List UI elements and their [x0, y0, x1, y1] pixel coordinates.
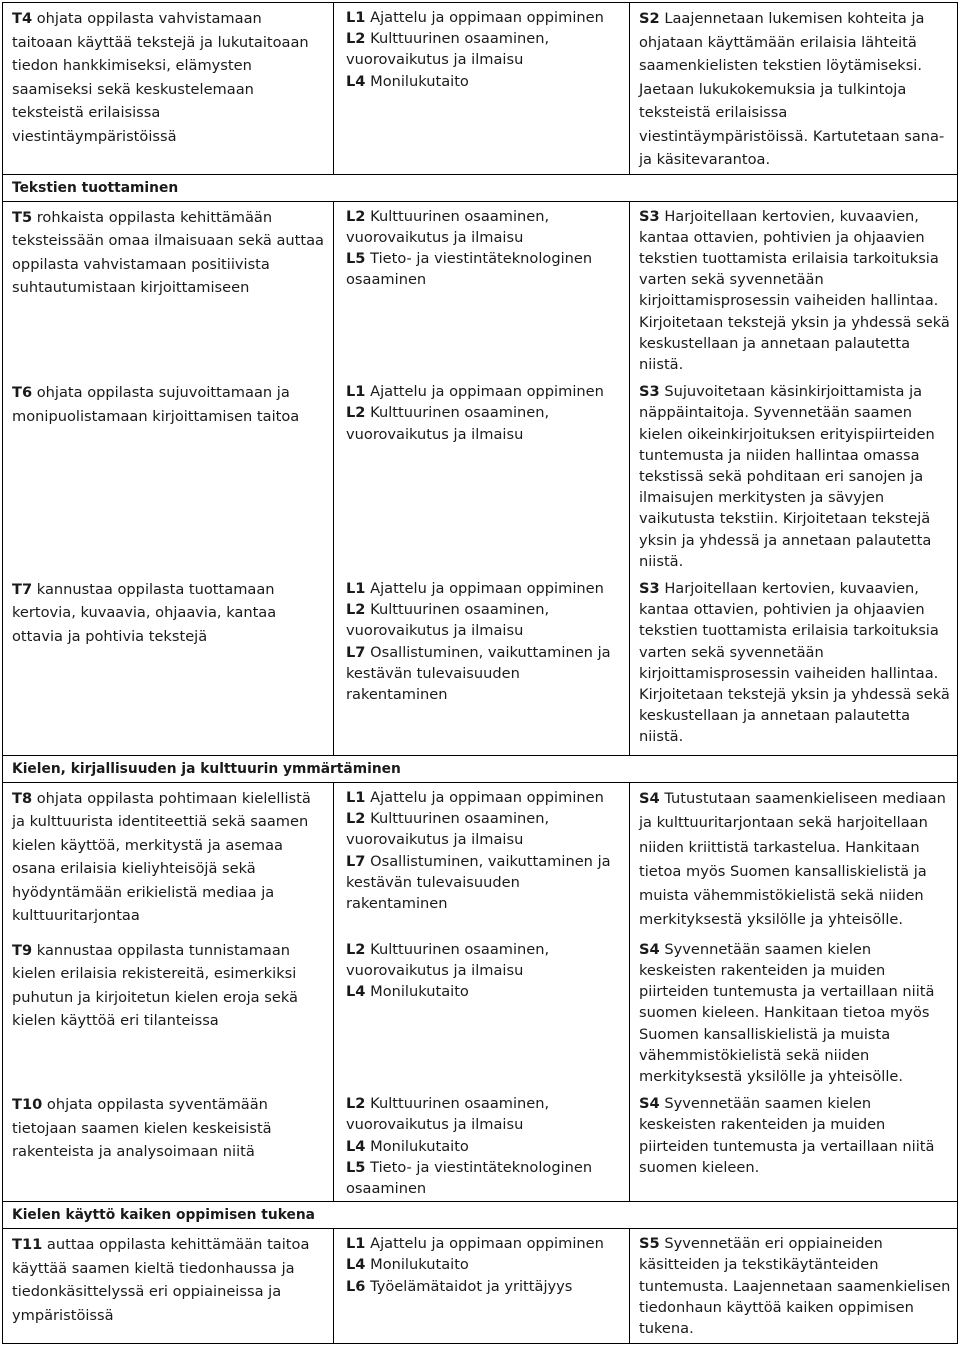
- goal-text: ohjata oppilasta syventämään tietojaan saamen kielen keskeisistä rakenteista ja analysoimaan niitä: [12, 1096, 272, 1161]
- area-item: L1 Ajattelu ja oppimaan oppiminen: [346, 383, 604, 401]
- goal-text: kannustaa oppilasta tuottamaan kertovia, kuvaavia, ohjaavia, kantaa ottavia ja pohtivia tekstejä: [12, 580, 277, 645]
- content-code: S4: [639, 940, 660, 958]
- table-row: [3, 201, 958, 377]
- area-item: L4 Monilukutaito: [346, 1137, 469, 1155]
- area-item: L2 Kulttuurinen osaaminen, vuorovaikutus ja ilmaisu: [346, 30, 550, 69]
- content-text: Syvennetään saamen kielen keskeisten rakenteiden ja muiden piirteiden tuntemusta ja vertaillaan niitä suomen kieleen.: [639, 1095, 935, 1176]
- area-item: L2 Kulttuurinen osaaminen, vuorovaikutus ja ilmaisu: [346, 940, 550, 979]
- goal-code: T9: [12, 941, 33, 959]
- table-row: [3, 1089, 958, 1202]
- goal-code: T10: [12, 1096, 43, 1114]
- curriculum-table: [2, 2, 958, 1344]
- content-code: S3: [639, 207, 660, 225]
- goal-text: rohkaista oppilasta kehittämään teksteissään omaa ilmaisuaan sekä auttaa oppilasta vahvistamaan positiivista suhtautumistaan kirjoittamiseen: [12, 208, 324, 296]
- section-row: [3, 174, 958, 201]
- content-text: Harjoitellaan kertovien, kuvaavien, kantaa ottavien, pohtivien ja ohjaavien tekstien tuottamista erilaisia tarkoituksia varten sekä syvennetään kirjoittamisprosessin vaiheiden hallintaa. Kirjoitetaan tekstejä yksin ja yhdessä sekä keskustellaan ja annetaan palautetta niistä.: [639, 579, 950, 746]
- section-row: [3, 755, 958, 782]
- section-heading: Kielen käyttö kaiken oppimisen tukena: [12, 1207, 315, 1224]
- area-item: L1 Ajattelu ja oppimaan oppiminen: [346, 579, 604, 597]
- area-item: L4 Monilukutaito: [346, 72, 469, 90]
- area-cell: [334, 3, 630, 175]
- content-text: Tutustutaan saamenkieliseen mediaan ja kulttuuritarjontaan sekä harjoitellaan niiden kriittistä tarkastelua. Hankitaan tietoa myös Suomen kansalliskielistä ja muista vähemmistökielistä sekä niiden merkityksestä yksilölle ja yhteisölle.: [639, 789, 946, 929]
- goal-code: T11: [12, 1236, 43, 1254]
- area-item: L5 Tieto- ja viestintäteknologinen osaaminen: [346, 1158, 593, 1197]
- goal-code: T5: [12, 208, 33, 226]
- content-text: Laajennetaan lukemisen kohteita ja ohjataan käyttämään erilaisia lähteitä saamenkielisten tekstien löytämiseksi. Jaetaan lukukokemuksia ja tulkintoja teksteistä erilaisissa viestintäympäristöissä. Kartutetaan sana- ja käsitevarantoa.: [639, 10, 945, 168]
- table-row: [3, 574, 958, 756]
- area-item: L6 Työelämätaidot ja yrittäjyys: [346, 1277, 573, 1295]
- content-code: S5: [639, 1235, 660, 1253]
- goal-text: ohjata oppilasta sujuvoittamaan ja monipuolistamaan kirjoittamisen taitoa: [12, 384, 300, 425]
- content-code: S3: [639, 383, 660, 401]
- table-row: [3, 1229, 958, 1344]
- content-code: S4: [639, 789, 660, 807]
- area-item: L2 Kulttuurinen osaaminen, vuorovaikutus ja ilmaisu: [346, 404, 550, 443]
- content-text: Sujuvoitetaan käsinkirjoittamista ja näppäintaitoja. Syvennetään saamen kielen oikeinkirjoituksen erityispiirteiden tuntemusta ja niiden hallintaa omassa tekstissä sekä pohditaan eri sanojen ja ilmaisujen merkitysten ja sävyjen vaikutusta tekstiin. Kirjoitetaan tekstejä yksin ja yhdessä ja annetaan palautetta niistä.: [639, 383, 935, 570]
- area-item: L2 Kulttuurinen osaaminen, vuorovaikutus ja ilmaisu: [346, 601, 550, 640]
- goal-cell: [3, 3, 334, 175]
- goal-text: ohjata oppilasta pohtimaan kielellistä ja kulttuurista identiteettiä sekä saamen kielen käyttöä, merkitystä ja asemaa osana erilaisia kieliyhteisöjä sekä hyödyntämään erikielistä mediaa ja kulttuuritarjontaa: [12, 789, 311, 925]
- table-row: [3, 935, 958, 1089]
- goal-text: ohjata oppilasta vahvistamaan taitoaan käyttää tekstejä ja lukutaitoaan tiedon hankkimiseksi, elämysten saamiseksi sekä keskustelemaan teksteistä erilaisissa viestintäympäristöissä: [12, 10, 309, 145]
- area-item: L4 Monilukutaito: [346, 983, 469, 1001]
- area-item: L5 Tieto- ja viestintäteknologinen osaaminen: [346, 249, 593, 289]
- section-heading: Kielen, kirjallisuuden ja kulttuurin ymmärtäminen: [12, 760, 401, 777]
- area-item: L7 Osallistuminen, vaikuttaminen ja kestävän tulevaisuuden rakentaminen: [346, 643, 611, 703]
- goal-code: T7: [12, 580, 33, 598]
- area-item: L4 Monilukutaito: [346, 1256, 469, 1274]
- content-cell: [630, 3, 958, 175]
- content-text: Harjoitellaan kertovien, kuvaavien, kantaa ottavien, pohtivien ja ohjaavien tekstien tuottamista erilaisia tarkoituksia varten sekä syvennetään kirjoittamisprosessin vaiheiden hallintaa. Kirjoitetaan tekstejä yksin ja yhdessä sekä keskustellaan ja annetaan palautetta niistä.: [639, 207, 950, 373]
- area-item: L2 Kulttuurinen osaaminen, vuorovaikutus ja ilmaisu: [346, 207, 550, 246]
- content-code: S4: [639, 1095, 660, 1113]
- content-code: S2: [639, 10, 660, 27]
- area-item: L2 Kulttuurinen osaaminen, vuorovaikutus ja ilmaisu: [346, 1095, 550, 1134]
- content-code: S3: [639, 579, 660, 597]
- area-item: L1 Ajattelu ja oppimaan oppiminen: [346, 1235, 604, 1253]
- table-row: [3, 782, 958, 934]
- goal-code: T6: [12, 384, 33, 402]
- content-text: Syvennetään eri oppiaineiden käsitteiden ja tekstikäytänteiden tuntemusta. Laajennetaan saamenkielisen tiedonhaun käyttöä kaiken oppimisen tukena.: [639, 1235, 951, 1337]
- content-text: Syvennetään saamen kielen keskeisten rakenteiden ja muiden piirteiden tuntemusta ja vertaillaan niitä suomen kieleen. Hankitaan tietoa myös Suomen kansalliskielistä ja muista vähemmistökielistä sekä niiden merkityksestä yksilölle ja yhteisölle.: [639, 940, 935, 1085]
- section-row: [3, 1202, 958, 1229]
- goal-code: T8: [12, 789, 33, 807]
- table-row: [3, 377, 958, 574]
- goal-text: kannustaa oppilasta tunnistamaan kielen erilaisia rekistereitä, esimerkiksi puhutun ja kirjoitetun kielen eroja sekä kielen käyttöä eri tilanteissa: [12, 941, 298, 1030]
- table-row: [3, 3, 958, 175]
- area-item: L1 Ajattelu ja oppimaan oppiminen: [346, 9, 604, 26]
- goal-code: T4: [12, 10, 33, 27]
- area-item: L7 Osallistuminen, vaikuttaminen ja kestävän tulevaisuuden rakentaminen: [346, 852, 611, 912]
- section-heading: Tekstien tuottaminen: [12, 179, 179, 196]
- area-item: L1 Ajattelu ja oppimaan oppiminen: [346, 788, 604, 806]
- goal-text: auttaa oppilasta kehittämään taitoa käyttää saamen kieltä tiedonhaussa ja tiedonkäsittelyssä eri oppiaineissa ja ympäristöissä: [12, 1236, 310, 1324]
- area-item: L2 Kulttuurinen osaaminen, vuorovaikutus ja ilmaisu: [346, 810, 550, 849]
